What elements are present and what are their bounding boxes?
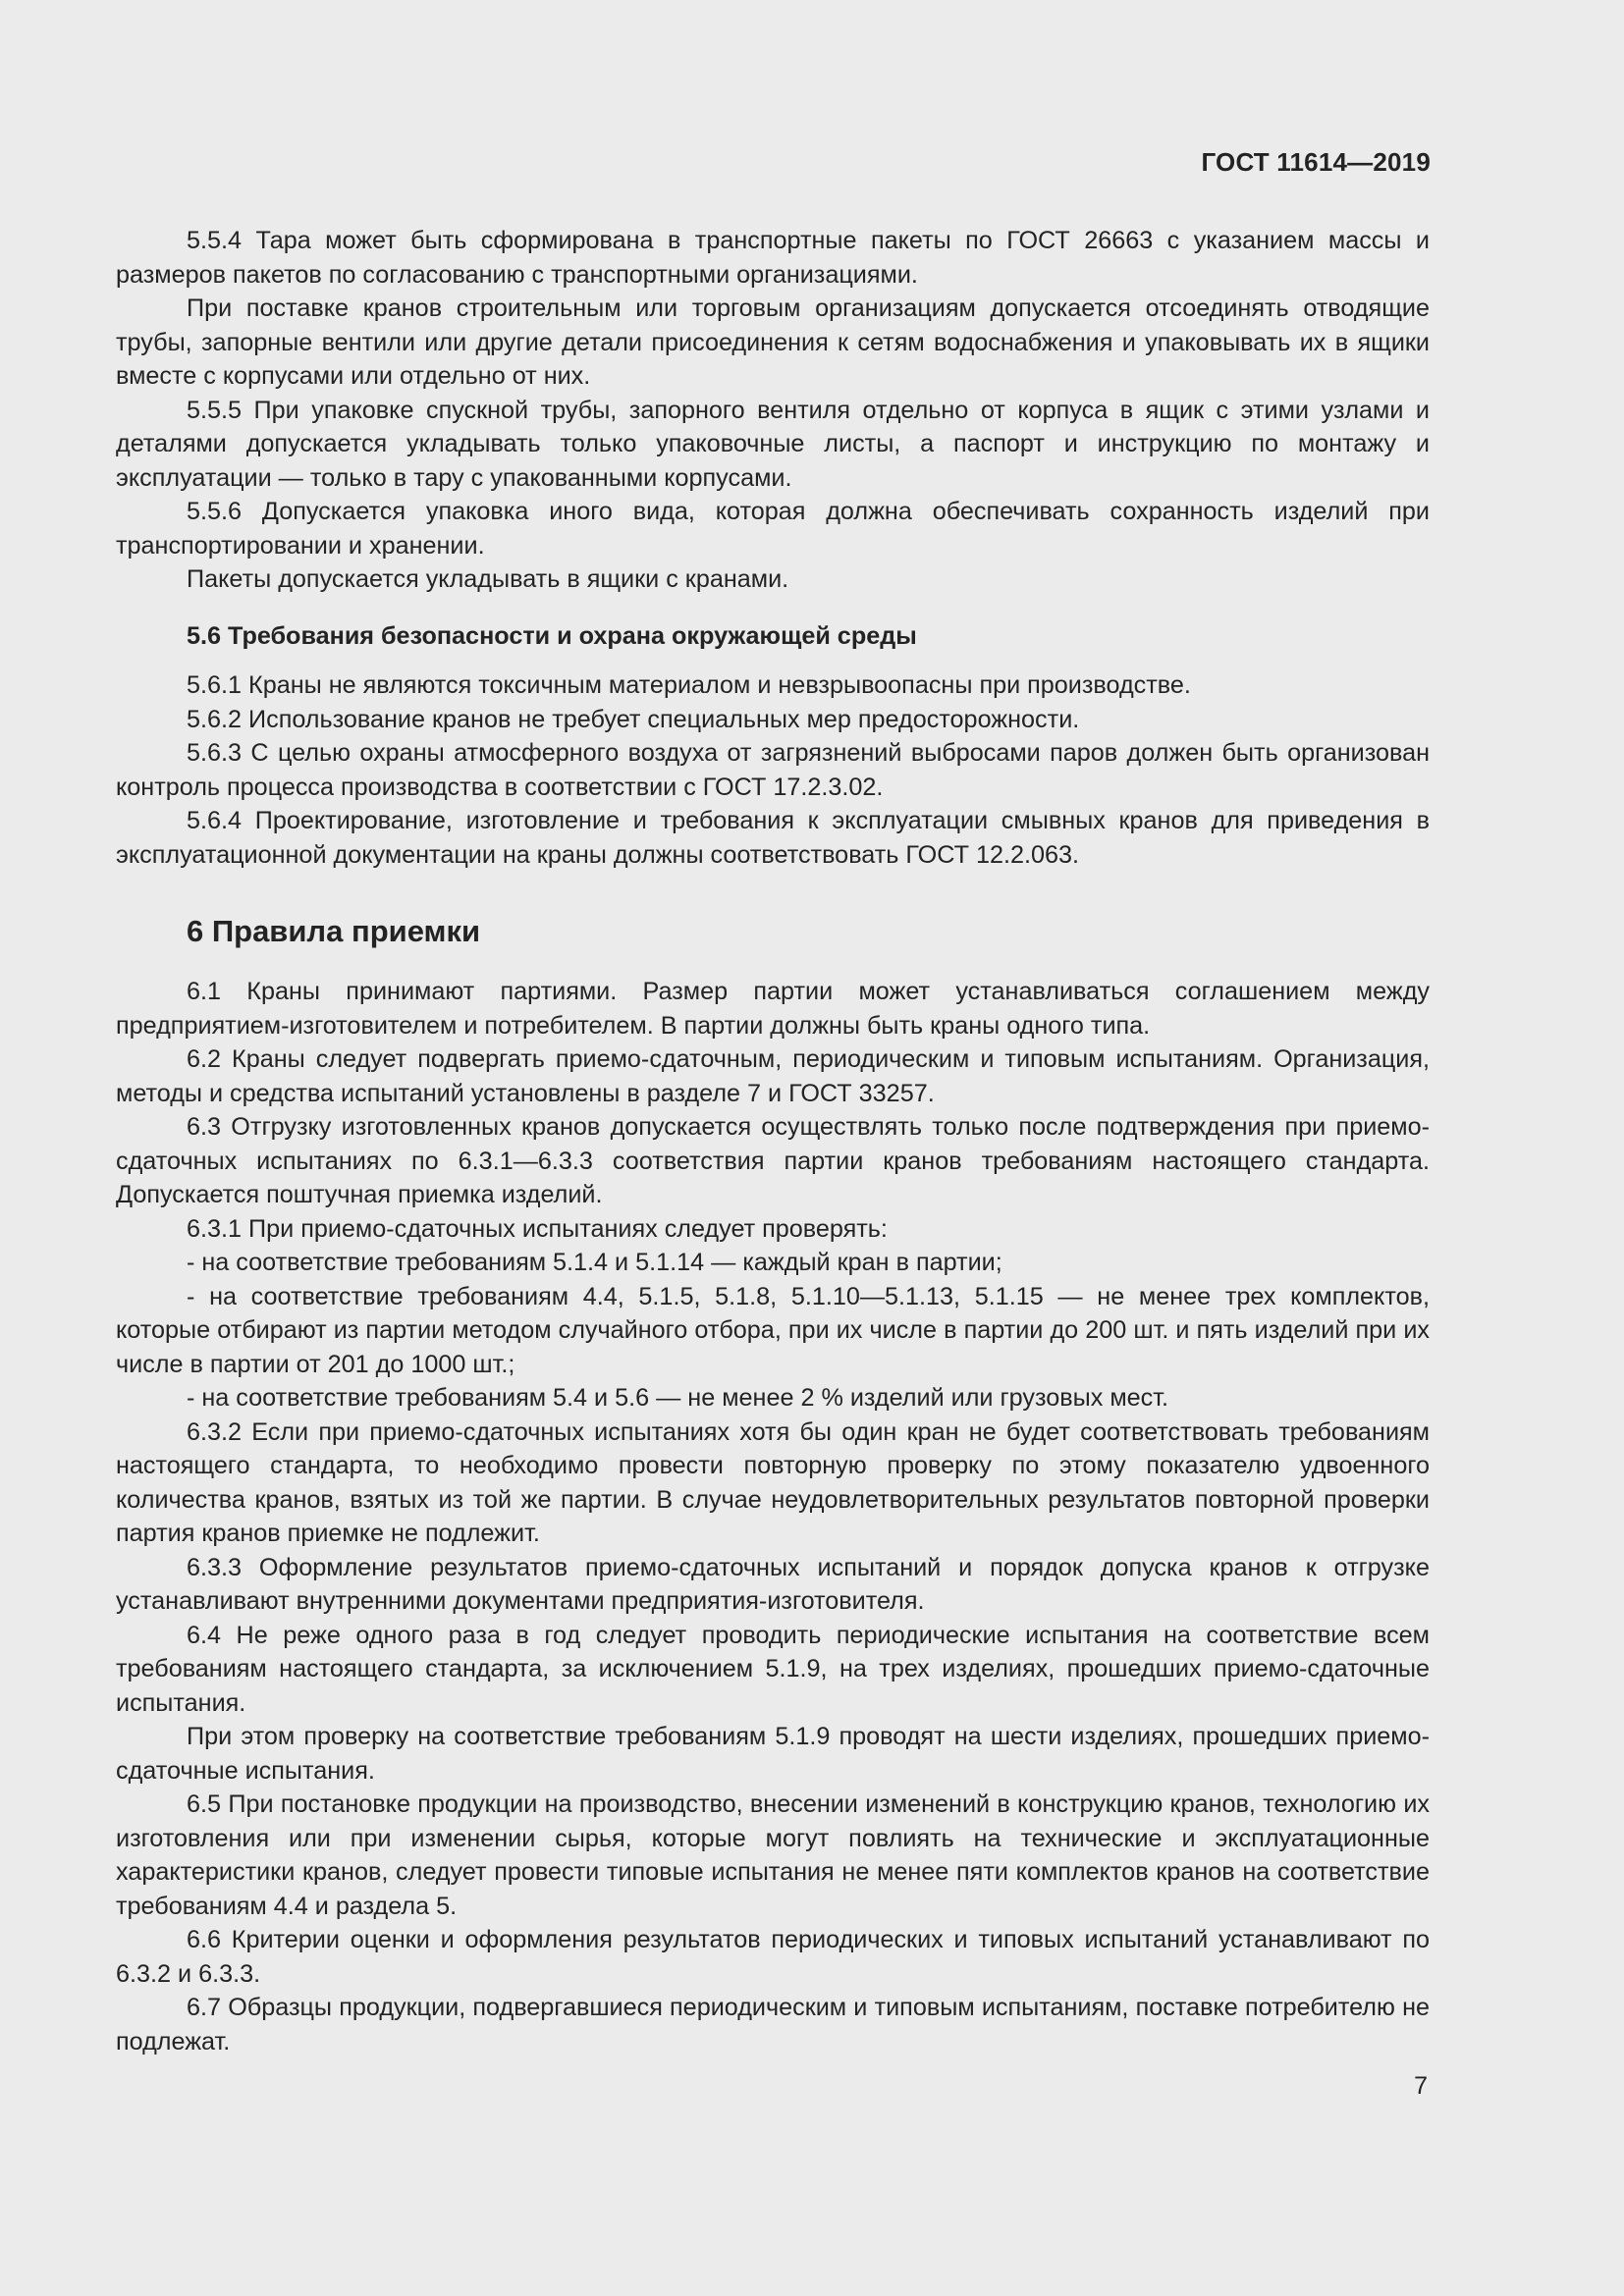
paragraph-5-6-2: 5.6.2 Использование кранов не требует специальных мер предосторожности.	[187, 705, 1080, 733]
document-header: ГОСТ 11614—2019	[1201, 147, 1431, 177]
paragraph-6-7: 6.7 Образцы продукции, подвергавшиеся периодическим и типовым испытаниям, поставке потребителю не подлежат.	[116, 1994, 1430, 2056]
list-item-6-3-1-c: - на соответствие требованиям 5.4 и 5.6 — не менее 2 % изделий или грузовых мест.	[187, 1384, 1168, 1412]
paragraph-5-5-4-cont: При поставке кранов строительным или торговым организациям допускается отсоединять отводящие трубы, запорные вентили или другие детали присоединения к сетям водоснабжения и упаковывать их в ящики вместе с корпусами или отдельно от них.	[116, 294, 1430, 390]
paragraph-5-5-6-cont: Пакеты допускается укладывать в ящики с кранами.	[187, 565, 789, 593]
paragraph-5-5-4: 5.5.4 Тара может быть сформирована в транспортные пакеты по ГОСТ 26663 с указанием массы и размеров пакетов по согласованию с транспортными организациями.	[116, 227, 1430, 289]
paragraph-6-3-3: 6.3.3 Оформление результатов приемо-сдаточных испытаний и порядок допуска кранов к отгрузке устанавливают внутренними документами предприятия-изготовителя.	[116, 1553, 1430, 1615]
paragraph-6-6: 6.6 Критерии оценки и оформления результатов периодических и типовых испытаний устанавливают по 6.3.2 и 6.3.3.	[116, 1926, 1430, 1988]
subsection-heading-5-6: 5.6 Требования безопасности и охрана окружающей среды	[187, 621, 917, 650]
paragraph-6-3-1: 6.3.1 При приемо-сдаточных испытаниях следует проверять:	[187, 1214, 888, 1243]
paragraph-5-6-4: 5.6.4 Проектирование, изготовление и требования к эксплуатации смывных кранов для приведения в эксплуатационной документации на краны должны соответствовать ГОСТ 12.2.063.	[116, 807, 1430, 869]
section-heading-6: 6 Правила приемки	[187, 914, 481, 948]
document-body	[116, 224, 1430, 2058]
paragraph-6-4: 6.4 Не реже одного раза в год следует проводить периодические испытания на соответствие всем требованиям настоящего стандарта, за исключением 5.1.9, на трех изделиях, прошедших приемо-сдаточные испытания.	[116, 1621, 1430, 1717]
paragraph-6-3-2: 6.3.2 Если при приемо-сдаточных испытаниях хотя бы один кран не будет соответствовать требованиям настоящего стандарта, то необходимо провести повторную проверку по этому показателю удвоенного количества кранов, взятых из той же партии. В случае неудовлетворительных результатов повторной проверки партия кранов приемке не подлежит.	[116, 1417, 1430, 1547]
list-item-6-3-1-a: - на соответствие требованиям 5.1.4 и 5.1.14 — каждый кран в партии;	[187, 1249, 1002, 1276]
paragraph-6-2: 6.2 Краны следует подвергать приемо-сдаточным, периодическим и типовым испытаниям. Организация, методы и средства испытаний установлены в разделе 7 и ГОСТ 33257.	[116, 1045, 1430, 1107]
paragraph-5-6-1: 5.6.1 Краны не являются токсичным материалом и невзрывоопасны при производстве.	[187, 671, 1191, 699]
paragraph-6-4-cont: При этом проверку на соответствие требованиям 5.1.9 проводят на шести изделиях, прошедших приемо-сдаточные испытания.	[116, 1723, 1430, 1785]
paragraph-6-5: 6.5 При постановке продукции на производство, внесении изменений в конструкцию кранов, технологию их изготовления или при изменении сырья, которые могут повлиять на технические и эксплуатационные характеристики кранов, следует провести типовые испытания не менее пяти комплектов кранов на соответствие требованиям 4.4 и раздела 5.	[116, 1790, 1430, 1920]
paragraph-5-6-3: 5.6.3 С целью охраны атмосферного воздуха от загрязнений выбросами паров должен быть организован контроль процесса производства в соответствии с ГОСТ 17.2.3.02.	[116, 739, 1430, 801]
list-item-6-3-1-b: - на соответствие требованиям 4.4, 5.1.5, 5.1.8, 5.1.10—5.1.13, 5.1.15 — не менее трех комплектов, которые отбирают из партии методом случайного отбора, при их числе в партии до 200 шт. и пять изделий при их числе в партии от 201 до 1000 шт.;	[116, 1282, 1430, 1378]
paragraph-5-5-6: 5.5.6 Допускается упаковка иного вида, которая должна обеспечивать сохранность изделий при транспортировании и хранении.	[116, 498, 1430, 560]
paragraph-6-3: 6.3 Отгрузку изготовленных кранов допускается осуществлять только после подтверждения при приемо-сдаточных испытаниях по 6.3.1—6.3.3 соответствия партии кранов требованиям настоящего стандарта. Допускается поштучная приемка изделий.	[116, 1113, 1430, 1208]
paragraph-5-5-5: 5.5.5 При упаковке спускной трубы, запорного вентиля отдельно от корпуса в ящик с этими узлами и деталями допускается укладывать только упаковочные листы, а паспорт и инструкцию по монтажу и эксплуатации — только в тару с упакованными корпусами.	[116, 396, 1430, 492]
paragraph-6-1: 6.1 Краны принимают партиями. Размер партии может устанавливаться соглашением между предприятием-изготовителем и потребителем. В партии должны быть краны одного типа.	[116, 978, 1430, 1040]
page-number: 7	[1414, 2072, 1428, 2100]
